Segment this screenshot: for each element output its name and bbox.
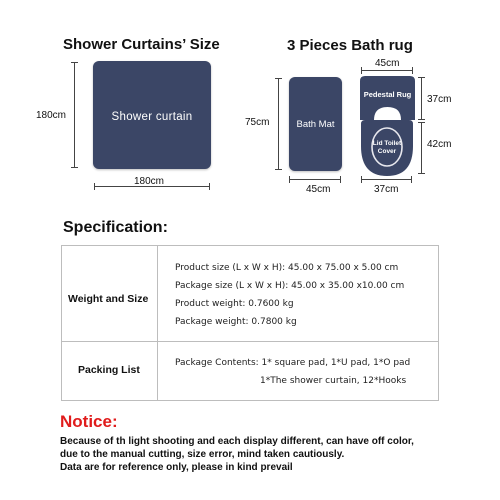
bath-mat-label: Bath Mat [296, 119, 335, 130]
pedestal-height-dimension-line [421, 77, 422, 120]
product-size-text: Product size (L x W x H): 45.00 x 75.00 x 5.00 cm [175, 263, 399, 273]
rug-section-title: 3 Pieces Bath rug [287, 37, 413, 54]
curtain-width-tick-left [94, 183, 95, 190]
pedestal-rug-label: Pedestal Rug [363, 90, 412, 99]
lid-width-dimension-line [361, 179, 412, 180]
package-contents-line2: 1*The shower curtain, 12*Hooks [260, 376, 407, 386]
curtain-height-tick-top [71, 62, 78, 63]
lid-height-tick-top [418, 122, 425, 123]
pedestal-width-dimension-line [361, 70, 413, 71]
bath-mat-height-tick-top [275, 78, 282, 79]
bath-mat-width-tick-right [340, 176, 341, 183]
bath-mat-width-tick-left [289, 176, 290, 183]
bath-mat-panel [289, 77, 342, 171]
product-weight-text: Product weight: 0.7600 kg [175, 299, 294, 309]
lid-height-tick-bottom [418, 173, 425, 174]
curtain-section-title: Shower Curtains’ Size [63, 36, 220, 53]
bath-mat-height-tick-bottom [275, 169, 282, 170]
notice-line2: due to the manual cutting, size error, mind taken cautiously. [60, 449, 345, 460]
pedestal-height-tick-bottom [418, 119, 425, 120]
curtain-height-label: 180cm [36, 110, 67, 121]
pedestal-height-label: 37cm [427, 94, 452, 105]
notice-text [60, 435, 490, 474]
specification-table [61, 245, 439, 401]
curtain-height-dimension-line [74, 62, 75, 168]
bath-mat-height-dimension-line [278, 78, 279, 170]
curtain-width-label: 180cm [134, 176, 165, 187]
pedestal-width-label: 45cm [375, 58, 400, 69]
lid-toilet-cover-label [361, 140, 413, 156]
bath-mat-width-label: 45cm [306, 184, 331, 195]
lid-height-dimension-line [421, 122, 422, 174]
bath-mat-height-label: 75cm [245, 117, 270, 128]
lid-width-tick-left [361, 176, 362, 183]
table-column-divider [157, 246, 158, 400]
package-weight-text: Package weight: 0.7800 kg [175, 317, 297, 327]
table-row-divider [62, 341, 438, 342]
packing-list-row-header: Packing List [78, 364, 140, 376]
package-contents-line1: Package Contents: 1* square pad, 1*U pad, 1*O pad [175, 358, 411, 368]
lid-width-tick-right [411, 176, 412, 183]
shower-curtain-panel [93, 61, 211, 169]
notice-line1: Because of th light shooting and each display different, can have off color, [60, 436, 414, 447]
curtain-height-tick-bottom [71, 167, 78, 168]
pedestal-width-tick-left [361, 67, 362, 74]
weight-size-row-header: Weight and Size [68, 293, 149, 305]
curtain-width-tick-right [209, 183, 210, 190]
lid-width-label: 37cm [374, 184, 399, 195]
pedestal-height-tick-top [418, 77, 425, 78]
lid-label-line1: Lid Toilet [372, 140, 402, 147]
notice-line3: Data are for reference only, please in kind prevail [60, 462, 293, 473]
bath-mat-width-dimension-line [289, 179, 341, 180]
notice-title: Notice: [60, 412, 118, 431]
pedestal-width-tick-right [412, 67, 413, 74]
specification-heading: Specification: [63, 219, 168, 236]
lid-height-label: 42cm [427, 139, 452, 150]
shower-curtain-label: Shower curtain [111, 111, 193, 123]
package-size-text: Package size (L x W x H): 45.00 x 35.00 x10.00 cm [175, 281, 405, 291]
lid-label-line2: Cover [377, 148, 397, 155]
